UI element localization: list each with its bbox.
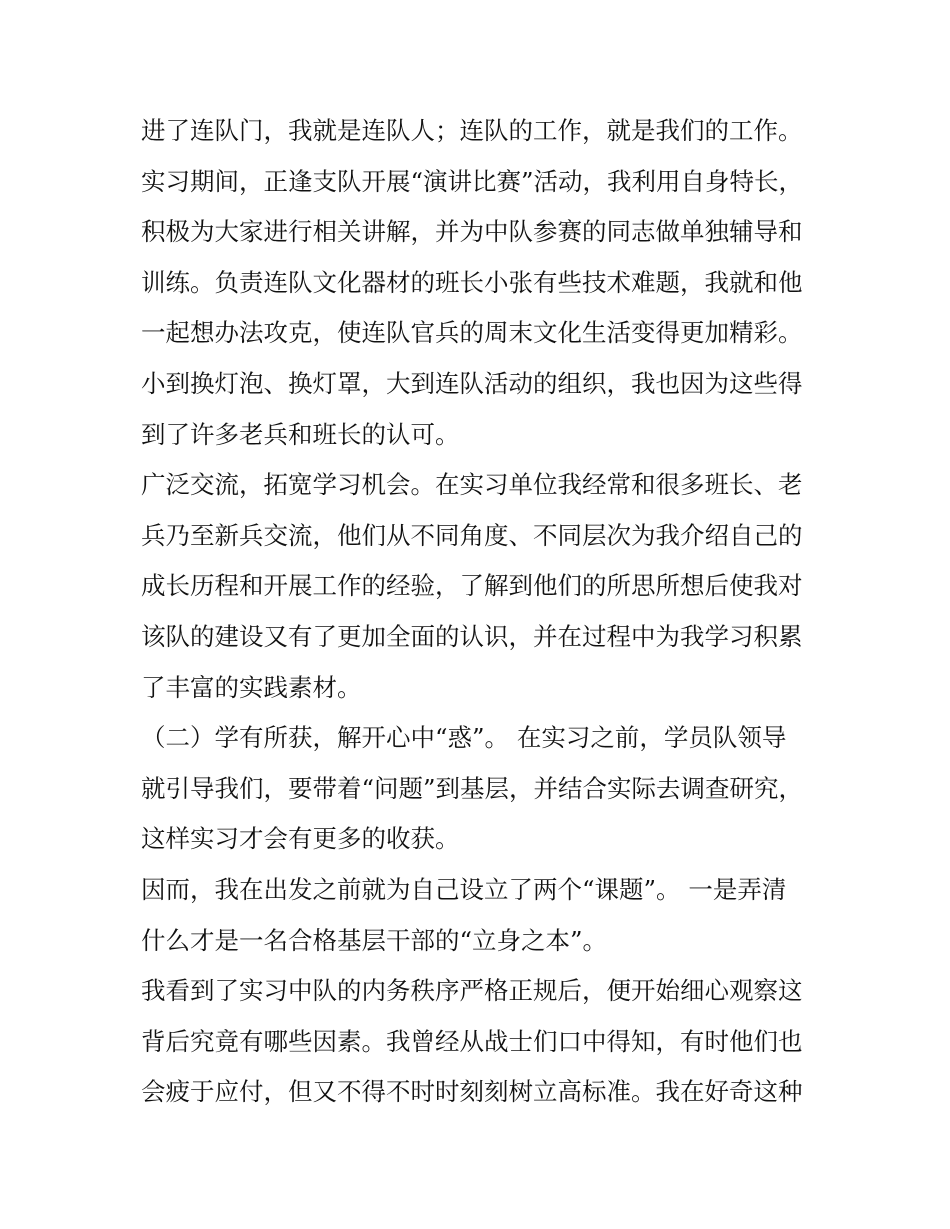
text-line: 广泛交流，拓宽学习机会。在实习单位我经常和很多班长、老: [141, 470, 803, 500]
text-line: 进了连队门，我就是连队人；连队的工作，就是我们的工作。: [141, 116, 803, 145]
text-line: 成长历程和开展工作的经验，了解到他们的所思所想后使我对: [141, 571, 803, 601]
text-line: 就引导我们，要带着“问题”到基层，并结合实际去调查研究，: [141, 773, 804, 803]
text-line: 什么才是一名合格基层干部的“立身之本”。: [141, 925, 608, 955]
text-line: 了丰富的实践素材。: [141, 672, 362, 702]
text-line: 实习期间，正逢支队开展“演讲比赛”活动，我利用自身特长，: [141, 166, 804, 196]
text-line: 到了许多老兵和班长的认可。: [141, 419, 460, 449]
body-text: [141, 106, 821, 1118]
text-line: 我看到了实习中队的内务秩序严格正规后，便开始细心观察这: [141, 976, 803, 1006]
section-heading-line: （二）学有所获，解开心中“惑”。 在实习之前，学员队领导: [141, 723, 787, 753]
text-line: 积极为大家进行相关讲解，并为中队参赛的同志做单独辅导和: [141, 217, 803, 247]
text-line: 一起想办法攻克，使连队官兵的周末文化生活变得更加精彩。: [141, 318, 803, 348]
text-line: 会疲于应付，但又不得不时时刻刻树立高标准。我在好奇这种: [141, 1077, 803, 1107]
text-line: 兵乃至新兵交流，他们从不同角度、不同层次为我介绍自己的: [141, 520, 803, 550]
text-line: 因而，我在出发之前就为自己设立了两个“课题”。 一是弄清: [141, 874, 787, 904]
text-line: 这样实习才会有更多的收获。: [141, 824, 460, 854]
text-line: 小到换灯泡、换灯罩，大到连队活动的组织，我也因为这些得: [141, 368, 803, 398]
text-line: 背后究竟有哪些因素。我曾经从战士们口中得知，有时他们也: [141, 1026, 803, 1056]
text-line: 该队的建设又有了更加全面的认识，并在过程中为我学习积累: [141, 621, 803, 651]
text-line: 训练。负责连队文化器材的班长小张有些技术难题，我就和他: [141, 267, 803, 297]
